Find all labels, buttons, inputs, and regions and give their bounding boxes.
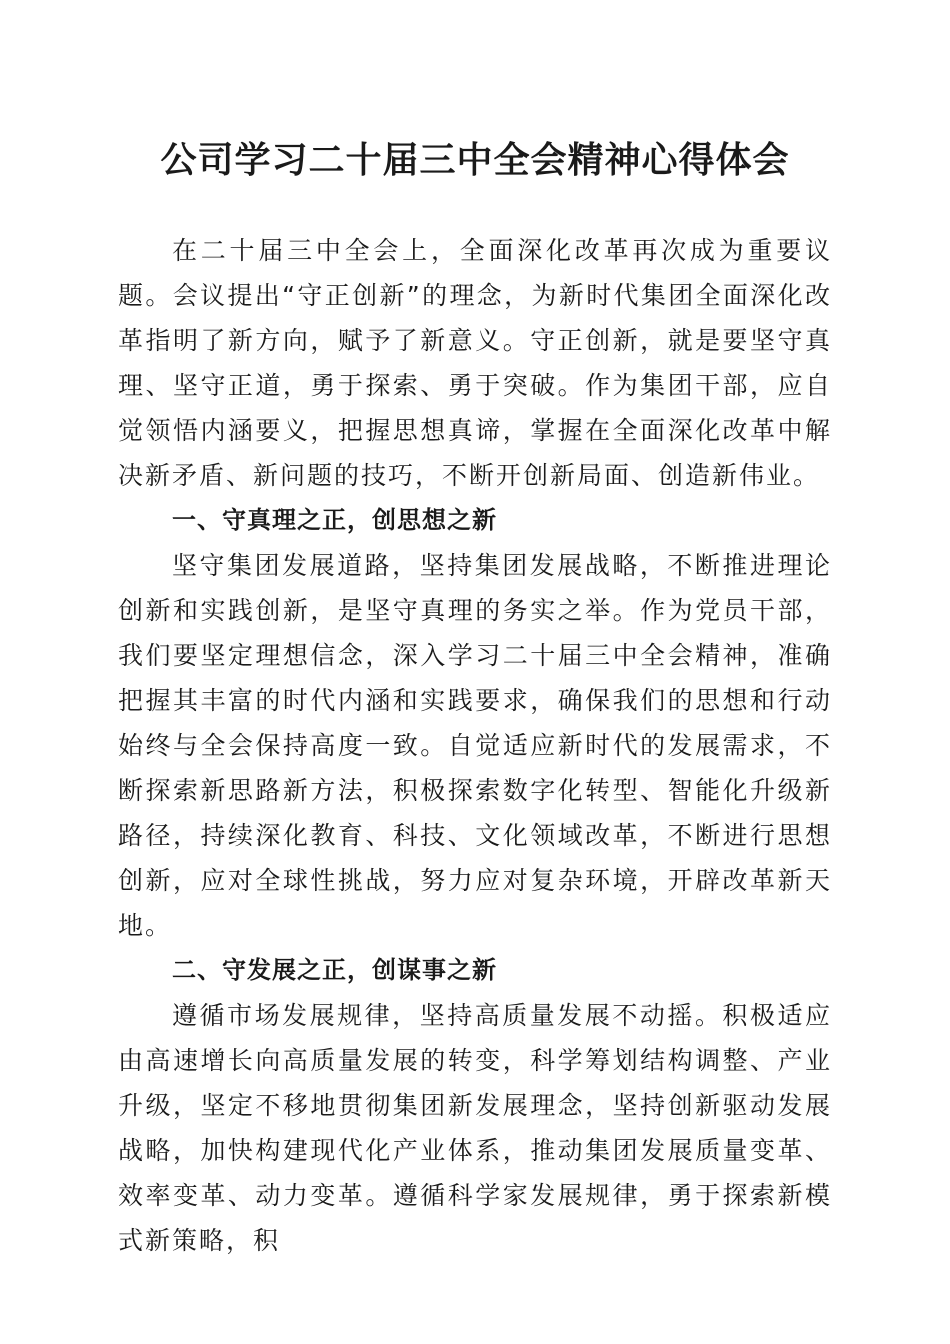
section-heading-2: 二、守发展之正，创谋事之新: [172, 956, 497, 984]
paragraph-intro: 在二十届三中全会上，全面深化改革再次成为重要议题。会议提出“守正创新”的理念，为新时代集团全面深化改革指明了新方向，赋予了新意义。守正创新，就是要坚守真理、坚守正道，勇于探索、勇于突破。作为集团干部，应自觉领悟内涵要义，把握思想真谛，掌握在全面深化改革中解决新矛盾、新问题的技巧，不断开创新局面、创造新伟业。: [118, 236, 832, 490]
document-title: 公司学习二十届三中全会精神心得体会: [160, 139, 790, 181]
document-body: [118, 228, 832, 1263]
paragraph-section-1: 坚守集团发展道路，坚持集团发展战略，不断推进理论创新和实践创新，是坚守真理的务实之举。作为党员干部，我们要坚定理想信念，深入学习二十届三中全会精神，准确把握其丰富的时代内涵和实践要求，确保我们的思想和行动始终与全会保持高度一致。自觉适应新时代的发展需求，不断探索新思路新方法，积极探索数字化转型、智能化升级新路径，持续深化教育、科技、文化领域改革，不断进行思想创新，应对全球性挑战，努力应对复杂环境，开辟改革新天地。: [118, 551, 832, 940]
section-heading-1: 一、守真理之正，创思想之新: [172, 506, 497, 534]
paragraph-section-2: 遵循市场发展规律，坚持高质量发展不动摇。积极适应由高速增长向高质量发展的转变，科学筹划结构调整、产业升级，坚定不移地贯彻集团新发展理念，坚持创新驱动发展战略，加快构建现代化产业体系，推动集团发展质量变革、效率变革、动力变革。遵循科学家发展规律，勇于探索新模式新策略，积: [118, 1001, 832, 1255]
